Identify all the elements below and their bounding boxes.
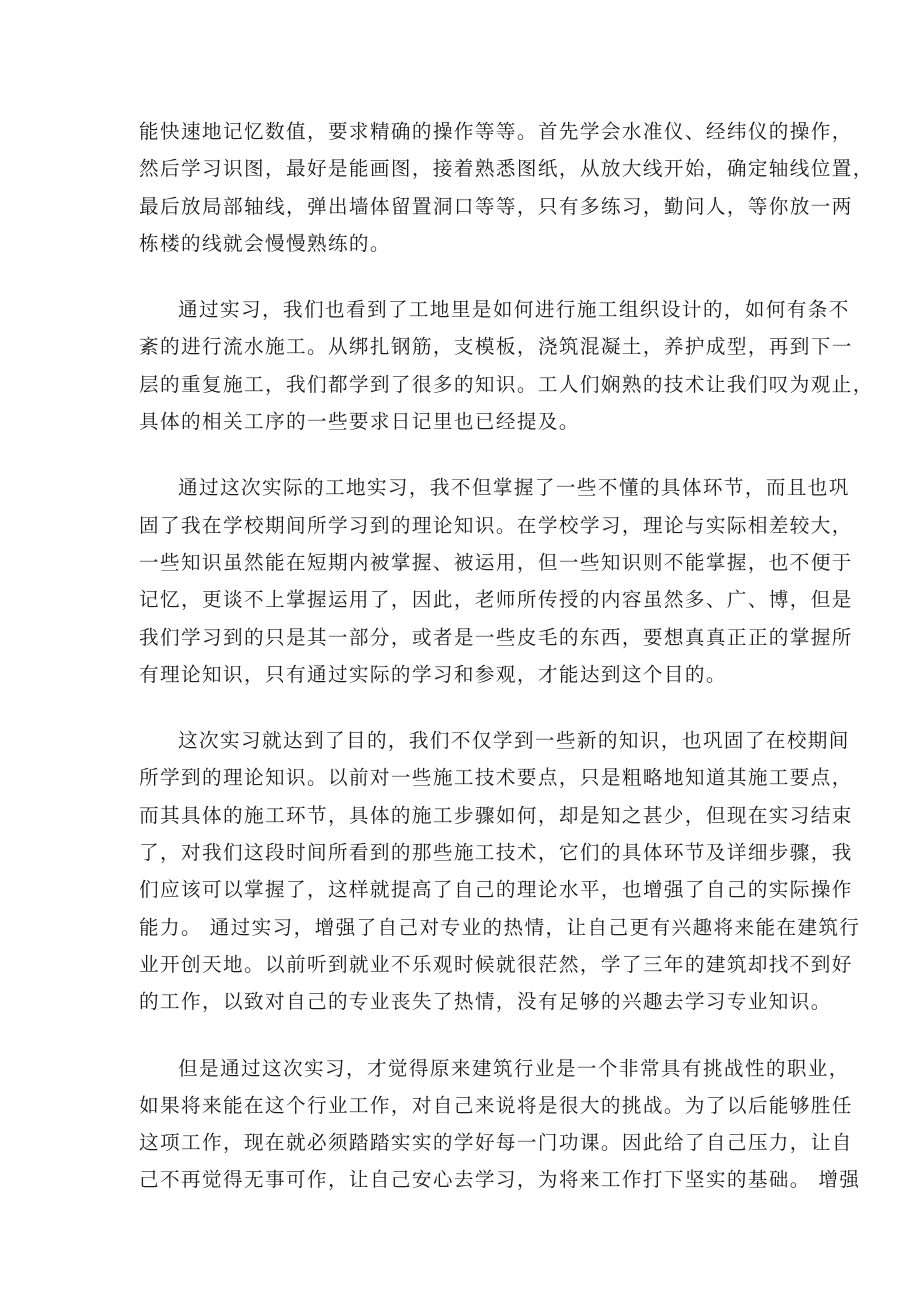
text-line: 通过这次实际的工地实习，我不但掌握了一些不懂的具体环节，而且也巩 [178,476,850,500]
text-line: 的工作，以致对自己的专业丧失了热情，没有足够的兴趣去学习专业知识。 [139,990,832,1014]
text-line: 所学到的理论知识。以前对一些施工技术要点，只是粗略地知道其施工要点， [139,766,853,790]
text-line: 有理论知识，只有通过实际的学习和参观，才能达到这个目的。 [139,662,727,686]
text-line: 具体的相关工序的一些要求日记里也已经提及。 [139,410,580,434]
text-line: 业开创天地。以前听到就业不乐观时候就很茫然，学了三年的建筑却找不到好 [139,952,853,976]
text-line: 如果将来能在这个行业工作，对自己来说将是很大的挑战。为了以后能够胜任 [139,1093,853,1117]
text-line: 一些知识虽然能在短期内被掌握、被运用，但一些知识则不能掌握，也不便于 [139,550,853,574]
text-line: 但是通过这次实习，才觉得原来建筑行业是一个非常具有挑战性的职业， [178,1056,850,1080]
paragraph-1 [139,113,874,262]
text-line: 们应该可以掌握了，这样就提高了自己的理论水平，也增强了自己的实际操作 [139,878,853,902]
paragraph-5 [139,1050,861,1199]
text-line: 了，对我们这段时间所看到的那些施工技术，它们的具体环节及详细步骤，我 [139,841,853,865]
text-line: 通过实习，我们也看到了工地里是如何进行施工组织设计的，如何有条不 [178,298,850,322]
text-line: 这项工作，现在就必须踏踏实实的学好每一门功课。因此给了自己压力，让自 [139,1131,853,1155]
text-line: 能力。 通过实习，增强了自己对专业的热情，让自己更有兴趣将来能在建筑行 [139,915,861,939]
text-line: 我们学习到的只是其一部分，或者是一些皮毛的东西，要想真真正正的掌握所 [139,625,853,649]
text-line: 最后放局部轴线，弹出墙体留置洞口等等，只有多练习，勤问人，等你放一两 [139,194,853,218]
text-line: 能快速地记忆数值，要求精确的操作等等。首先学会水准仪、经纬仪的操作， [139,120,853,143]
text-line: 紊的进行流水施工。从绑扎钢筋，支模板，浇筑混凝土，养护成型，再到下一 [139,335,853,359]
text-line: 记忆，更谈不上掌握运用了，因此，老师所传授的内容虽然多、广、博，但是 [139,588,853,612]
paragraph-2 [139,291,874,440]
text-line: 固了我在学校期间所学习到的理论知识。在学校学习，理论与实际相差较大， [139,513,853,537]
paragraph-4 [139,722,861,1020]
text-line: 然后学习识图，最好是能画图，接着熟悉图纸，从放大线开始，确定轴线位置， [139,157,874,181]
text-line: 己不再觉得无事可作，让自己安心去学习，为将来工作打下坚实的基础。 增强 [139,1168,861,1192]
text-line: 层的重复施工，我们都学到了很多的知识。工人们娴熟的技术让我们叹为观止， [139,372,874,396]
paragraph-3 [139,469,853,693]
text-line: 栋楼的线就会慢慢熟练的。 [139,231,391,255]
text-line: 这次实习就达到了目的，我们不仅学到一些新的知识，也巩固了在校期间 [178,729,850,753]
document-body [139,113,874,1228]
text-line: 而其具体的施工环节，具体的施工步骤如何，却是知之甚少，但现在实习结束 [139,803,853,827]
